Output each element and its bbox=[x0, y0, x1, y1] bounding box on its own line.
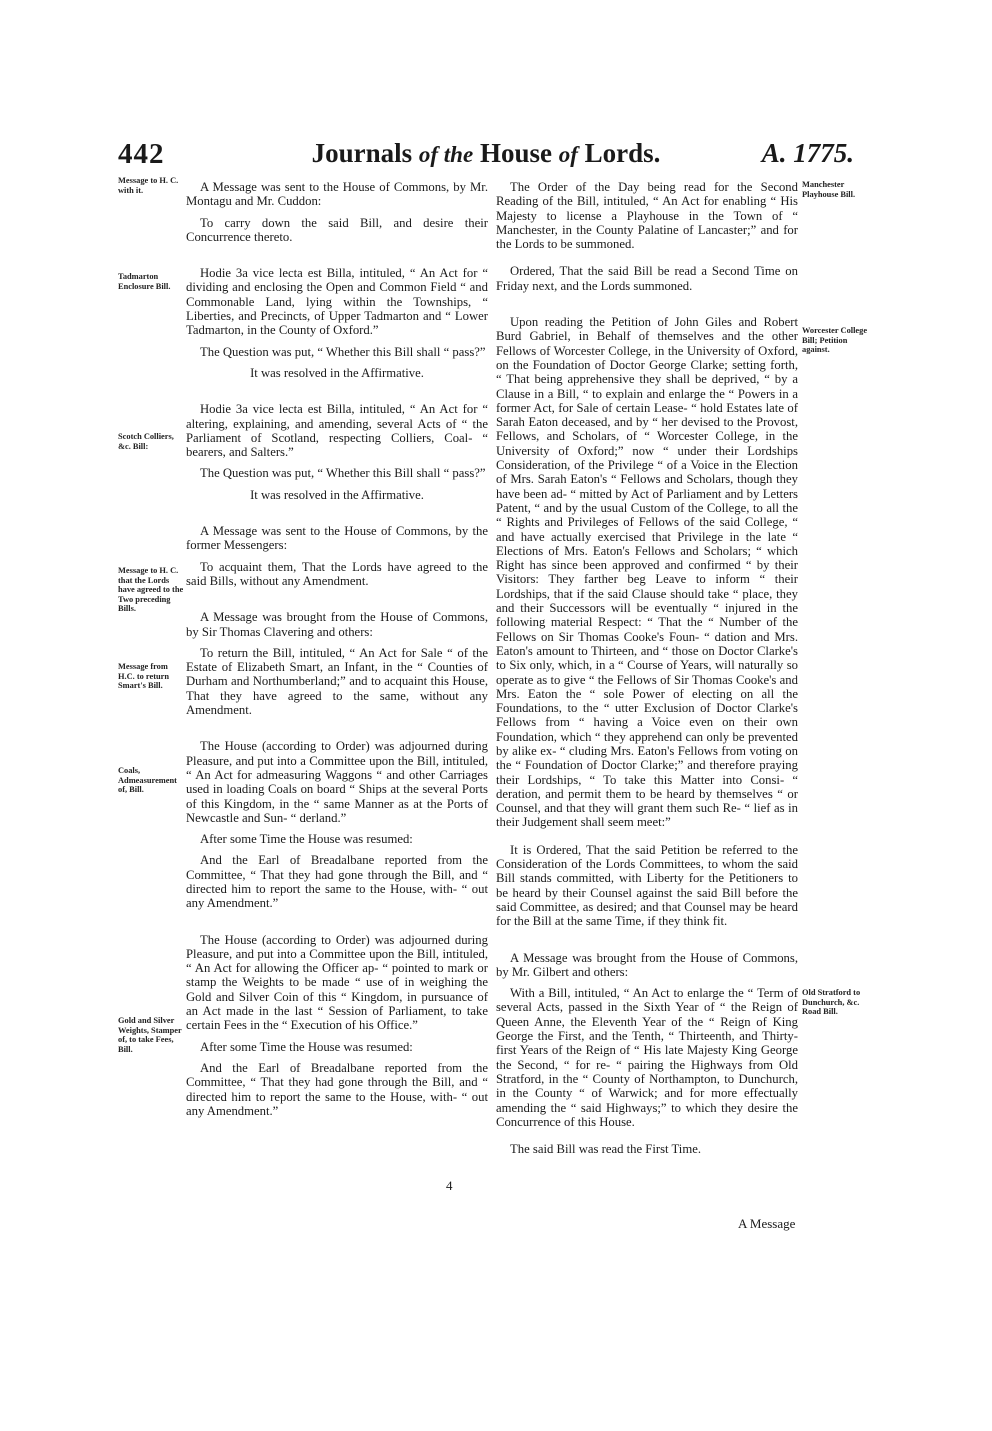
paragraph: The Question was put, “ Whether this Bill shall “ pass?” bbox=[200, 344, 486, 359]
paragraph: The Question was put, “ Whether this Bill shall “ pass?” bbox=[200, 466, 486, 481]
paragraph: Ordered, That the said Bill be read a Second Time on Friday next, and the Lords summoned. bbox=[496, 264, 798, 293]
sidenote-right: Old Stratford to Dunchurch, &c. Road Bill. bbox=[802, 988, 861, 1017]
paragraph: Hodie 3a vice lecta est Billa, intituled, “ An Act for “ altering, explaining, and amending, several Acts of “ the Parliament of Scotland, respecting Colliers, Coal- “ bearers, and Salters.” bbox=[186, 402, 488, 460]
sidenote-left: Coals, Admeasurement of, Bill. bbox=[118, 766, 177, 795]
sidenote-left: Message to H. C. with it. bbox=[118, 176, 179, 195]
sidenote-left: Message from H.C. to return Smart's Bill. bbox=[118, 662, 170, 691]
paragraph: It is Ordered, That the said Petition be referred to the Consideration of the Lords Committees, to whom the said Bill stands committed, with Liberty for the Petitioners to be heard by their Counsel against the said Bill before the said Committee, as desired; and that Counsel may be heard for the Bill at the same Time, if they think fit. bbox=[496, 842, 798, 929]
left-column bbox=[186, 180, 488, 1118]
running-head-part2: House bbox=[473, 138, 559, 168]
sidenote-left: Scotch Colliers, &c. Bill: bbox=[118, 432, 174, 451]
paragraph: To carry down the said Bill, and desire their Concurrence thereto. bbox=[186, 215, 488, 244]
running-head-of-the: of the bbox=[418, 142, 474, 167]
paragraph: After some Time the House was resumed: bbox=[200, 1039, 413, 1054]
paragraph: And the Earl of Breadalbane reported from the Committee, “ That they had gone through the Bill, and “ directed him to report the same to the House, with- “ out any Amendment.” bbox=[186, 853, 488, 911]
paragraph: It was resolved in the Affirmative. bbox=[250, 487, 424, 502]
paragraph: To return the Bill, intituled, “ An Act for Sale “ of the Estate of Elizabeth Smart, an Infant, in the “ Counties of Durham and Northumberland;” and to acquaint this House, That they have agreed to the same, without any Amendment. bbox=[186, 645, 488, 718]
page-year: A. 1775. bbox=[761, 138, 854, 168]
paragraph: A Message was brought from the House of Commons, by Sir Thomas Clavering and others: bbox=[186, 610, 488, 639]
running-head-part1: Journals bbox=[311, 138, 419, 168]
sidenote-left: Tadmarton Enclosure Bill. bbox=[118, 272, 171, 291]
paragraph: A Message was sent to the House of Commons, by the former Messengers: bbox=[186, 524, 488, 553]
running-head-of: of bbox=[558, 142, 578, 167]
paragraph: And the Earl of Breadalbane reported from the Committee, “ That they had gone through the Bill, and “ directed him to report the same to the House, with- “ out any Amendment.” bbox=[186, 1060, 488, 1118]
catchword: A Message bbox=[738, 1216, 796, 1231]
right-column bbox=[496, 180, 798, 1156]
running-head bbox=[118, 138, 854, 169]
page-number: 442 bbox=[118, 138, 165, 170]
sidenote-left: Gold and Silver Weights, Stamper of, to take Fees, Bill. bbox=[118, 1016, 182, 1054]
paragraph: Hodie 3a vice lecta est Billa, intituled, “ An Act for “ dividing and enclosing the Open and Common Field “ and Commonable Land, lying within the Townships, “ Liberties, and Precincts, of Upper Tadmarton and “ Lower Tadmarton, in the County of Oxford.” bbox=[186, 266, 488, 338]
paragraph: With a Bill, intituled, “ An Act to enlarge the “ Term of several Acts, passed in the Sixth Year of “ the Reign of Queen Anne, the Eleventh Year of the “ Reign of King George the First, and the Tenth, “ Thirteenth, and Thirty-first Years of the Reign of “ His late Majesty King George the Second, “ for re- “ pairing the Highways from Old Stratford, in the “ County of Northampton, to Dunchurch, in the County “ of Warwick; and for more effectually amending the “ said Highways;” to which they desire the Concurrence of this House. bbox=[496, 986, 798, 1129]
running-head-part3: Lords. bbox=[577, 138, 661, 168]
paragraph: The Order of the Day being read for the Second Reading of the Bill, intituled, “ An Act for enabling “ His Majesty to license a Playhouse in the Town of “ Manchester, in the County Palatine of Lancaster;” and for the Lords to be summoned. bbox=[496, 180, 798, 252]
paragraph: It was resolved in the Affirmative. bbox=[250, 365, 424, 380]
paragraph: The House (according to Order) was adjourned during Pleasure, and put into a Committee upon the Bill, intituled, “ An Act for allowing the Officer ap- “ pointed to mark or stamp the Weights to be made “ use of in weighing the Gold and Silver Coin of this “ Kingdom, in pursuance of an Act made in the last “ Session of Parliament, to take certain Fees in the “ Execution of his Office.” bbox=[186, 932, 488, 1033]
paragraph: The said Bill was read the First Time. bbox=[510, 1142, 702, 1157]
paragraph: The House (according to Order) was adjourned during Pleasure, and put into a Committee upon the Bill, intituled, “ An Act for admeasuring Waggons “ and other Carriages used in loading Coals on board “ Ships at the several Ports of this Kingdom, in the “ same Manner as at the Ports of Newcastle and Sun- “ derland.” bbox=[186, 739, 488, 825]
signature-mark: 4 bbox=[446, 1178, 453, 1193]
page-header bbox=[118, 138, 854, 178]
paragraph: A Message was brought from the House of Commons, by Mr. Gilbert and others: bbox=[496, 950, 798, 979]
paragraph: A Message was sent to the House of Commons, by Mr. Montagu and Mr. Cuddon: bbox=[186, 180, 488, 209]
sidenote-left: Message to H. C. that the Lords have agreed to the Two preceding Bills. bbox=[118, 566, 184, 614]
sidenote-right: Worcester College Bill; Petition against. bbox=[802, 326, 868, 355]
paragraph: After some Time the House was resumed: bbox=[200, 832, 413, 847]
paragraph: To acquaint them, That the Lords have agreed to the said Bills, without any Amendment. bbox=[186, 559, 488, 588]
sidenote-right: Manchester Playhouse Bill. bbox=[802, 180, 856, 199]
paragraph: Upon reading the Petition of John Giles and Robert Burd Gabriel, in Behalf of themselves and the other Fellows of Worcester College, in the University of Oxford, on the Foundation of Doctor George Clarke; setting forth, “ That being apprehensive they shall be deprived, “ by a Clause in a Bill, “ to explain and enlarge the “ Powers in a former Act, for Sale of certain Lease- “ hold Estates late of Sarah Eaton deceased, and by “ her devised to the Provost, Fellows, and Scholars, of “ Worcester College, in the University of Oxford;” now “ under their Lordships Consideration, of the Privilege “ of a Voice in the Election of Mrs. Sarah Eaton's “ Fellows and Scholars, though they have been ad- “ mitted by Act of Parliament and by Letters Patent, “ and by the usual Custom of the College, to all the “ Rights and Privileges of Fellows of the said College, “ and have actually exercised that Privilege in the late “ Elections of Mrs. Eaton's Fellows and Scholars; “ which Right has since been approved and confirmed “ by their Visitors: They farther beg Leave to inform “ their Lordships, that if the said Clause should take “ place, they and their Successors will be eventually “ injured in the following material Respect: “ That the “ Number of the Fellows on Sir Thomas Cooke's Foun- “ dation and Mrs. Eaton's amount to Thirteen, and “ those on Doctor Clarke's to Six only, which, in a “ Course of Years, will naturally so operate as to give “ the Fellows of Sir Thomas Cooke's and Mrs. Eaton the “ sole Power of electing on all the Foundations, to the “ utter Exclusion of Doctor Clarke's Fellows from “ having a Voice even on their own Foundation, which “ they apprehend can only be prevented by alike ex- “ cluding Mrs. Eaton's Fellows from voting on the “ Foundation of Doctor Clarke;” and therefore praying their Lordships, “ To take this Matter into Consi- “ deration, and permit them to be heard by themselves “ or Counsel, and that they will grant them such Re- “ lief as in their Judgement shall seem meet:” bbox=[496, 315, 798, 830]
